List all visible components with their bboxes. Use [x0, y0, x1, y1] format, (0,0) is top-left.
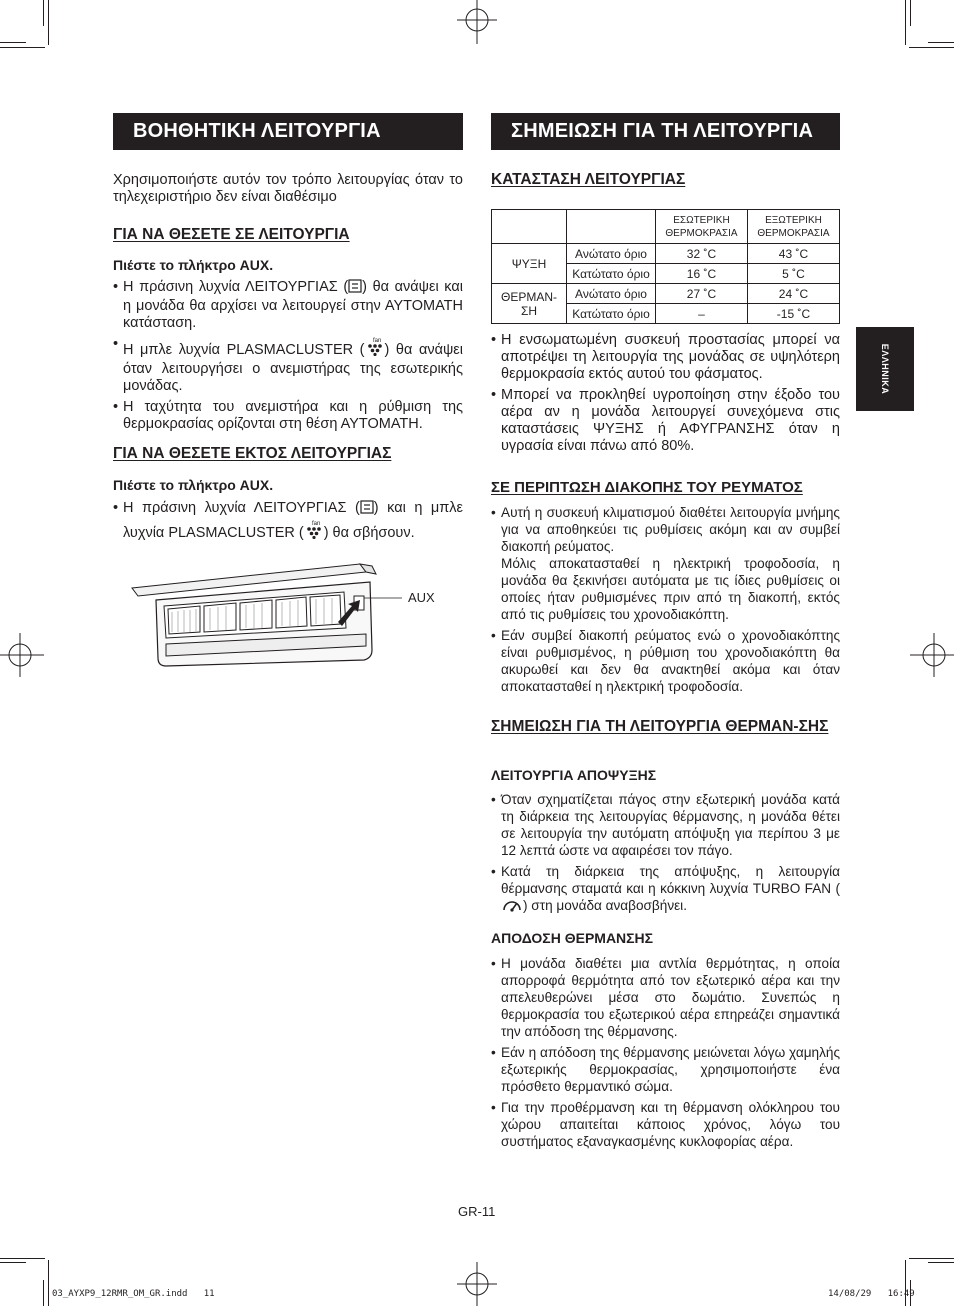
list-item: • Η μπλε λυχνία PLASMACLUSTER ( fan ) θα ανάψει όταν λειτουργήσει ο ανεμιστήρας της εσωτερικής μονάδας. [113, 336, 463, 395]
svg-text:fan: fan [372, 338, 381, 344]
off-bullets [113, 500, 463, 548]
right-section-title: ΣΗΜΕΙΩΣΗ ΓΙΑ ΤΗ ΛΕΙΤΟΥΡΓΙΑ [491, 113, 840, 150]
off-heading: ΓΙΑ ΝΑ ΘΕΣΕΤΕ ΕΚΤΟΣ ΛΕΙΤΟΥΡΓΙΑΣ [113, 445, 392, 462]
plasmacluster-icon [304, 519, 324, 544]
defrost-bullets [491, 791, 840, 920]
list-item: • Η ταχύτητα του ανεμιστήρα και η ρύθμιση της θερμοκρασίας ορίζονται στη θέση ΑΥΤΟΜΑΤΗ. [113, 399, 463, 433]
list-item: • Κατά τη διάρκεια της απόψυξης, η λειτουργία θέρμανσης σταματά και η κόκκινη λυχνία TURBO FAN () στη μονάδα αναβοσβήνει. [491, 863, 840, 916]
list-item: • Η μονάδα διαθέτει μια αντλία θερμότητας, η οποία απορροφά θερμότητα από τον εξωτερικό αέρα και την απελευθερώνει μέσα στο δωμάτιο. Συνεπώς η θερμοκρασία του εξωτερικού αέρα επηρεάζει σημαντικά την απόδοση της θέρμανσης. [491, 955, 840, 1040]
table-row: Κατώτατο όριο – -15 ˚C [492, 304, 840, 324]
left-intro: Χρησιμοποιήστε αυτόν τον τρόπο λειτουργίας όταν το τηλεχειριστήριο δεν είναι διαθέσιμο [113, 172, 463, 205]
registration-mark-right [908, 630, 954, 680]
aux-label: AUX [408, 590, 435, 605]
page-number: GR-11 [458, 1204, 496, 1219]
status-heading: ΚΑΤΑΣΤΑΣΗ ΛΕΙΤΟΥΡΓΙΑΣ [491, 171, 686, 188]
list-item: • Όταν σχηματίζεται πάγος στην εξωτερική μονάδα κατά τη διάρκεια της λειτουργίας θέρμανσης, η μονάδα θέτει σε λειτουργία την αυτόματη απόψυξη για περίπου 3 με 12 λεπτά ώστε να αφαιρέσει τον πάγο. [491, 791, 840, 859]
on-bullets [113, 279, 463, 437]
registration-mark-bottom [455, 1262, 499, 1306]
operating-range-table [491, 209, 840, 324]
registration-mark-top [455, 0, 499, 46]
footer-date: 14/08/29 16:49 [828, 1289, 915, 1299]
list-item: • Αυτή η συσκευή κλιματισμού διαθέτει λειτουργία μνήμης για να αποθηκεύει τις ρυθμίσεις ακόμη και αν συμβεί διακοπή ρεύματος. Μόλις αποκατασταθεί η ηλεκτρική τροφοδοσία, η μονάδα θα ξεκινήσει αυτόματα με τις ίδιες ρυθμίσεις οι οποίες ήταν ρυθμισμένες πριν από τη διακοπή, εκτός από τις ρυθμίσεις του χρονοδιακόπτη. [491, 504, 840, 623]
power-bullets [491, 504, 840, 699]
registration-mark-left [0, 630, 46, 680]
performance-bullets [491, 955, 840, 1154]
table-row: Κατώτατο όριο 16 ˚C 5 ˚C [492, 264, 840, 284]
list-item: • Η πράσινη λυχνία ΛΕΙΤΟΥΡΓΙΑΣ ( ) και η μπλε λυχνία PLASMACLUSTER ( fan ) θα σβήσουν. [113, 500, 463, 544]
status-bullets [491, 332, 840, 459]
air-conditioner-illustration [120, 560, 460, 675]
power-heading: ΣΕ ΠΕΡΙΠΤΩΣΗ ΔΙΑΚΟΠΗΣ ΤΟΥ ΡΕΥΜΑΤΟΣ [491, 479, 803, 496]
list-item: • Για την προθέρμανση και τη θέρμανση ολόκληρου του χώρου απαιτείται κάποιος χρόνος, λόγω του συστήματος εξαναγκασμένης κυκλοφορίας αέρα. [491, 1099, 840, 1150]
defrost-heading: ΛΕΙΤΟΥΡΓΙΑ ΑΠΟΨΥΞΗΣ [491, 767, 657, 783]
col-outdoor: ΕΞΩΤΕΡΙΚΗ ΘΕΡΜΟΚΡΑΣΙΑ [747, 210, 839, 244]
off-instruction: Πιέστε το πλήκτρο AUX. [113, 477, 274, 493]
on-heading: ΓΙΑ ΝΑ ΘΕΣΕΤΕ ΣΕ ΛΕΙΤΟΥΡΓΙΑ [113, 226, 350, 243]
operation-lamp-icon [360, 500, 374, 519]
list-item: • Η πράσινη λυχνία ΛΕΙΤΟΥΡΓΙΑΣ ( ) θα ανάψει και η μονάδα θα αρχίσει να λειτουργεί στην ΑΥΤΟΜΑΤΗ κατάσταση. [113, 279, 463, 332]
language-side-tab: ΕΛΛΗΝΙΚΑ [856, 327, 914, 411]
list-item: • Εάν η απόδοση της θέρμανσης μειώνεται λόγω χαμηλής εξωτερικής θερμοκρασίας, χρησιμοποιήστε ένα πρόσθετο θερμαντικό σώμα. [491, 1044, 840, 1095]
table-row: ΘΕΡΜΑΝ-ΣΗ Ανώτατο όριο 27 ˚C 24 ˚C [492, 284, 840, 304]
list-item: • Μπορεί να προκληθεί υγροποίηση στην έξοδο του αέρα αν η μονάδα λειτουργεί συνεχόμενα στις καταστάσεις ΨΥΞΗΣ ή ΑΦΥΓΡΑΝΣΗΣ όταν η υγρασία είναι πάνω από 80%. [491, 387, 840, 455]
footer-file: 03_AYXP9_12RMR_OM_GR.indd 11 [52, 1289, 215, 1299]
turbo-fan-icon [501, 898, 523, 916]
operation-lamp-icon [348, 279, 362, 298]
svg-text:fan: fan [311, 521, 321, 527]
performance-heading: ΑΠΟΔΟΣΗ ΘΕΡΜΑΝΣΗΣ [491, 930, 654, 946]
list-item: • Η ενσωματωμένη συσκευή προστασίας μπορεί να αποτρέψει τη λειτουργία της μονάδας σε υψηλότερη θερμοκρασία εκτός αυτού του φάσματος. [491, 332, 840, 383]
list-item: • Εάν συμβεί διακοπή ρεύματος ενώ ο χρονοδιακόπτης είναι ρυθμισμένος, η ρύθμιση του χρονοδιακόπτη θα ακυρωθεί και δεν θα ανακτηθεί ακόμα και όταν αποκατασταθεί η ηλεκτρική τροφοδοσία. [491, 627, 840, 695]
plasmacluster-icon [365, 336, 385, 361]
col-indoor: ΕΣΩΤΕΡΙΚΗ ΘΕΡΜΟΚΡΑΣΙΑ [656, 210, 748, 244]
on-instruction: Πιέστε το πλήκτρο AUX. [113, 257, 274, 273]
heating-heading: ΣΗΜΕΙΩΣΗ ΓΙΑ ΤΗ ΛΕΙΤΟΥΡΓΙΑ ΘΕΡΜΑΝ-ΣΗΣ [491, 718, 829, 735]
table-row: ΨΥΞΗ Ανώτατο όριο 32 ˚C 43 ˚C [492, 244, 840, 264]
left-section-title: ΒΟΗΘΗΤΙΚΗ ΛΕΙΤΟΥΡΓΙΑ [113, 113, 463, 150]
